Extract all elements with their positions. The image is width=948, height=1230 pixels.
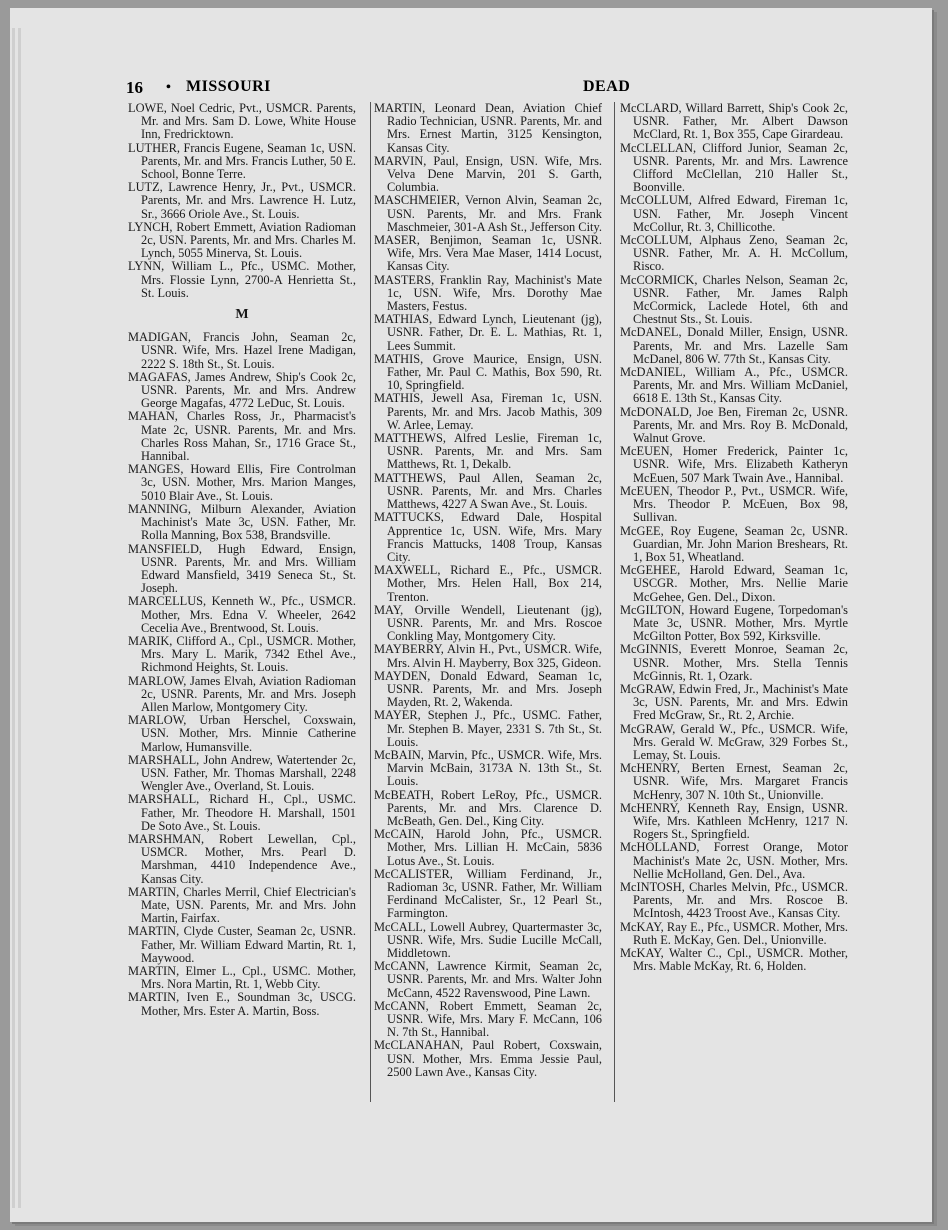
- casualty-entry: MARLOW, James Elvah, Aviation Radioman 2c, USNR. Parents, Mr. and Mrs. Joseph Allen Marlow, Montgomery City.: [128, 673, 356, 714]
- column-2: [374, 102, 602, 1079]
- casualty-entry: McHOLLAND, Forrest Orange, Motor Machinist's Mate 2c, USN. Mother, Mrs. Nellie McHolland, Gen. Del., Ava.: [620, 840, 848, 881]
- state-title: MISSOURI: [186, 78, 271, 95]
- casualty-entry: McCALL, Lowell Aubrey, Quartermaster 3c, USNR. Wife, Mrs. Sudie Lucille McCall, Middletown.: [374, 919, 602, 960]
- casualty-entry: MAY, Orville Wendell, Lieutenant (jg), USNR. Parents, Mr. and Mrs. Roscoe Conkling May, Montgomery City.: [374, 602, 602, 644]
- casualty-entry: McEUEN, Homer Frederick, Painter 1c, USNR. Wife, Mrs. Elizabeth Katheryn McEuen, 507 Mark Twain Ave., Hannibal.: [620, 444, 848, 485]
- casualty-entry: McCLANAHAN, Paul Robert, Coxswain, USN. Mother, Mrs. Emma Jessie Paul, 2500 Lawn Ave., Kansas City.: [374, 1038, 602, 1079]
- casualty-entry: MARVIN, Paul, Ensign, USN. Wife, Mrs. Velva Dene Marvin, 201 S. Garth, Columbia.: [374, 153, 602, 195]
- casualty-entry: McCALISTER, William Ferdinand, Jr., Radioman 3c, USNR. Father, Mr. William Ferdinand McCalister, Sr., 12 Pearl St., Farmington.: [374, 866, 602, 921]
- casualty-entry: MATTHEWS, Paul Allen, Seaman 2c, USNR. Parents, Mr. and Mrs. Charles Matthews, 4227 A Swan Ave., St. Louis.: [374, 470, 602, 512]
- casualty-entry: McBAIN, Marvin, Pfc., USMCR. Wife, Mrs. Marvin McBain, 3173A N. 13th St., St. Louis.: [374, 747, 602, 789]
- casualty-entry: MASTERS, Franklin Ray, Machinist's Mate 1c, USN. Wife, Mrs. Dorothy Mae Masters, Festus.: [374, 272, 602, 314]
- letter-heading: M: [235, 307, 249, 323]
- casualty-entry: MARCELLUS, Kenneth W., Pfc., USMCR. Mother, Mrs. Edna V. Wheeler, 2642 Cecelia Ave., Brentwood, St. Louis.: [128, 594, 356, 635]
- casualty-entry: McCOLLUM, Alphaus Zeno, Seaman 2c, USNR. Father, Mr. A. H. McCollum, Risco.: [620, 233, 848, 274]
- casualty-entry: MASCHMEIER, Vernon Alvin, Seaman 2c, USN. Parents, Mr. and Mrs. Frank Maschmeier, 301-A Ash St., Jefferson City.: [374, 193, 602, 234]
- casualty-entry: MARIK, Clifford A., Cpl., USMCR. Mother, Mrs. Mary L. Marik, 7342 Ethel Ave., Richmond Heights, St. Louis.: [128, 633, 356, 675]
- casualty-entry: MATTHEWS, Alfred Leslie, Fireman 1c, USNR. Parents, Mr. and Mrs. Sam Matthews, Rt. 1, Dekalb.: [374, 431, 602, 472]
- casualty-entry: MAYDEN, Donald Edward, Seaman 1c, USNR. Parents, Mr. and Mrs. Joseph Mayden, Rt. 2, Wakenda.: [374, 668, 602, 710]
- casualty-entry: MATHIAS, Edward Lynch, Lieutenant (jg), USNR. Father, Dr. E. L. Mathias, Rt. 1, Lees Summit.: [374, 312, 602, 353]
- casualty-entry: MANGES, Howard Ellis, Fire Controlman 3c, USN. Mother, Mrs. Marion Manges, 5010 Blair Ave., St. Louis.: [128, 462, 356, 503]
- casualty-entry: McINTOSH, Charles Melvin, Pfc., USMCR. Parents, Mr. and Mrs. Roscoe B. McIntosh, 4423 Troost Ave., Kansas City.: [620, 879, 848, 921]
- paper-edge-left: [12, 28, 15, 1208]
- casualty-entry: MANNING, Milburn Alexander, Aviation Machinist's Mate 3c, USN. Father, Mr. Rolla Manning, Box 538, Brandsville.: [128, 501, 356, 543]
- casualty-entry: MAGAFAS, James Andrew, Ship's Cook 2c, USNR. Parents, Mr. and Mrs. Andrew George Magafas, 4772 LeDuc, St. Louis.: [128, 369, 356, 411]
- casualty-entry: MATTUCKS, Edward Dale, Hospital Apprentice 1c, USN. Wife, Mrs. Mary Francis Mattucks, 1408 Troup, Kansas City.: [374, 510, 602, 564]
- casualty-entry: McKAY, Ray E., Pfc., USMCR. Mother, Mrs. Ruth E. McKay, Gen. Del., Unionville.: [620, 919, 848, 947]
- section-title: DEAD: [583, 78, 631, 95]
- casualty-entry: McKAY, Walter C., Cpl., USMCR. Mother, Mrs. Mable McKay, Rt. 6, Holden.: [620, 946, 848, 974]
- casualty-entry: McGRAW, Edwin Fred, Jr., Machinist's Mate 3c, USN. Parents, Mr. and Mrs. Edwin Fred McGraw, Sr., Rt. 2, Archie.: [620, 681, 848, 723]
- casualty-entry: McDANIEL, William A., Pfc., USMCR. Parents, Mr. and Mrs. William McDaniel, 6618 E. 13th St., Kansas City.: [620, 365, 848, 406]
- casualty-entry: McGEE, Roy Eugene, Seaman 2c, USNR. Guardian, Mr. John Marion Breshears, Rt. 1, Box 51, Wheatland.: [620, 523, 848, 564]
- casualty-entry: McCLELLAN, Clifford Junior, Seaman 2c, USNR. Parents, Mr. and Mrs. Lawrence Clifford McClellan, 210 Haller St., Boonville.: [620, 140, 848, 195]
- casualty-entry: MADIGAN, Francis John, Seaman 2c, USNR. Wife, Mrs. Hazel Irene Madigan, 2222 S. 18th St., St. Louis.: [128, 330, 356, 371]
- column-1: [128, 102, 356, 1018]
- column-rule-1: [370, 102, 371, 1102]
- casualty-entry: MANSFIELD, Hugh Edward, Ensign, USNR. Parents, Mr. and Mrs. William Edward Mansfield, 3419 Seneca St., St. Joseph.: [128, 541, 356, 596]
- casualty-entry: MARSHMAN, Robert Lewellan, Cpl., USMCR. Mother, Mrs. Pearl D. Marshman, 4410 Independence Ave., Kansas City.: [128, 831, 356, 886]
- casualty-entry: McCLARD, Willard Barrett, Ship's Cook 2c, USNR. Father, Mr. Albert Dawson McClard, Rt. 1, Box 355, Cape Girardeau.: [620, 101, 848, 142]
- casualty-entry: McHENRY, Kenneth Ray, Ensign, USNR. Wife, Mrs. Kathleen McHenry, 1217 N. Rogers St., Springfield.: [620, 800, 848, 842]
- paper-edge-left-inner: [18, 28, 21, 1208]
- casualty-entry: MAYBERRY, Alvin H., Pvt., USMCR. Wife, Mrs. Alvin H. Mayberry, Box 325, Gideon.: [374, 642, 602, 670]
- casualty-entry: McHENRY, Berten Ernest, Seaman 2c, USNR. Wife, Mrs. Margaret Francis McHenry, 307 N. 10th St., Unionville.: [620, 761, 848, 802]
- casualty-entry: McCAIN, Harold John, Pfc., USMCR. Mother, Mrs. Lillian H. McCain, 5836 Lotus Ave., St. Louis.: [374, 827, 602, 868]
- casualty-entry: LYNCH, Robert Emmett, Aviation Radioman 2c, USN. Parents, Mr. and Mrs. Charles M. Lynch, 5055 Minerva, St. Louis.: [128, 219, 356, 261]
- casualty-entry: MARSHALL, Richard H., Cpl., USMC. Father, Mr. Theodore H. Marshall, 1501 De Soto Ave., St. Louis.: [128, 792, 356, 833]
- casualty-entry: McCANN, Robert Emmett, Seaman 2c, USNR. Wife, Mrs. Mary F. McCann, 106 N. 7th St., Hannibal.: [374, 998, 602, 1040]
- page-number: 16: [126, 78, 143, 97]
- casualty-entry: MAHAN, Charles Ross, Jr., Pharmacist's Mate 2c, USNR. Parents, Mr. and Mrs. Charles Ross Mahan, Sr., 1716 Grace St., Hannibal.: [128, 409, 356, 464]
- page-header: [118, 78, 832, 100]
- casualty-entry: McGINNIS, Everett Monroe, Seaman 2c, USNR. Mother, Mrs. Stella Tennis McGinnis, Rt. 1, Ozark.: [620, 642, 848, 683]
- casualty-entry: MARSHALL, John Andrew, Watertender 2c, USN. Father, Mr. Thomas Marshall, 2248 Wengler Ave., Overland, St. Louis.: [128, 752, 356, 794]
- casualty-entry: MATHIS, Jewell Asa, Fireman 1c, USN. Parents, Mr. and Mrs. Jacob Mathis, 309 W. Arlee, Lemay.: [374, 391, 602, 432]
- casualty-entry: MARTIN, Iven E., Soundman 3c, USCG. Mother, Mrs. Ester A. Martin, Boss.: [128, 990, 356, 1018]
- casualty-entry: MASER, Benjimon, Seaman 1c, USNR. Wife, Mrs. Vera Mae Maser, 1414 Locust, Kansas City.: [374, 233, 602, 274]
- casualty-entry: McDANEL, Donald Miller, Ensign, USNR. Parents, Mr. and Mrs. Lazelle Sam McDanel, 806 W. 77th St., Kansas City.: [620, 325, 848, 366]
- casualty-entry: McGRAW, Gerald W., Pfc., USMCR. Wife, Mrs. Gerald W. McGraw, 329 Forbes St., Lemay, St. Louis.: [620, 721, 848, 762]
- casualty-entry: MARTIN, Elmer L., Cpl., USMC. Mother, Mrs. Nora Martin, Rt. 1, Webb City.: [128, 964, 356, 992]
- casualty-entry: MAXWELL, Richard E., Pfc., USMCR. Mother, Mrs. Helen Hall, Box 214, Trenton.: [374, 563, 602, 604]
- casualty-entry: MARLOW, Urban Herschel, Coxswain, USN. Mother, Mrs. Minnie Catherine Marlow, Humansville.: [128, 713, 356, 754]
- header-bullet: •: [166, 80, 171, 95]
- casualty-entry: McGEHEE, Harold Edward, Seaman 1c, USCGR. Mother, Mrs. Nellie Marie McGehee, Gen. Del., Dixon.: [620, 563, 848, 604]
- casualty-entry: LUTZ, Lawrence Henry, Jr., Pvt., USMCR. Parents, Mr. and Mrs. Lawrence H. Lutz, Sr., 3666 Oriole Ave., St. Louis.: [128, 180, 356, 221]
- casualty-entry: McEUEN, Theodor P., Pvt., USMCR. Wife, Mrs. Theodor P. McEuen, Box 98, Sullivan.: [620, 483, 848, 525]
- casualty-entry: McCOLLUM, Alfred Edward, Fireman 1c, USN. Father, Mr. Joseph Vincent McCollur, Rt. 3, Chillicothe.: [620, 193, 848, 234]
- column-rule-2: [614, 102, 615, 1102]
- casualty-entry: MARTIN, Charles Merril, Chief Electrician's Mate, USN. Parents, Mr. and Mrs. John Martin, Fairfax.: [128, 884, 356, 926]
- casualty-entry: McDONALD, Joe Ben, Fireman 2c, USNR. Parents, Mr. and Mrs. Roy B. McDonald, Walnut Grove.: [620, 404, 848, 446]
- casualty-entry: MARTIN, Clyde Custer, Seaman 2c, USNR. Father, Mr. William Edward Martin, Rt. 1, Maywood.: [128, 924, 356, 965]
- casualty-entry: MARTIN, Leonard Dean, Aviation Chief Radio Technician, USNR. Parents, Mr. and Mrs. Ernest Martin, 3125 Kensington, Kansas City.: [374, 101, 602, 155]
- casualty-entry: McGILTON, Howard Eugene, Torpedoman's Mate 3c, USNR. Mother, Mrs. Myrtle McGilton Potter, Box 592, Kirksville.: [620, 602, 848, 644]
- casualty-entry: McCORMICK, Charles Nelson, Seaman 2c, USNR. Father, Mr. James Ralph McCormick, Laclede Hotel, 6th and Chestnut Sts., St. Louis.: [620, 272, 848, 327]
- casualty-entry: McBEATH, Robert LeRoy, Pfc., USMCR. Parents, Mr. and Mrs. Clarence D. McBeath, Gen. Del., King City.: [374, 787, 602, 828]
- casualty-entry: MAYER, Stephen J., Pfc., USMC. Father, Mr. Stephen B. Mayer, 2331 S. 7th St., St. Louis.: [374, 708, 602, 749]
- casualty-entry: MATHIS, Grove Maurice, Ensign, USN. Father, Mr. Paul C. Mathis, Box 590, Rt. 10, Springfield.: [374, 351, 602, 393]
- casualty-entry: LUTHER, Francis Eugene, Seaman 1c, USN. Parents, Mr. and Mrs. Francis Luther, 50 E. School, Bonne Terre.: [128, 140, 356, 182]
- casualty-entry: LOWE, Noel Cedric, Pvt., USMCR. Parents, Mr. and Mrs. Sam D. Lowe, White House Inn, Fredricktown.: [128, 101, 356, 142]
- column-3: [620, 102, 848, 973]
- casualty-entry: McCANN, Lawrence Kirmit, Seaman 2c, USNR. Parents, Mr. and Mrs. Walter John McCann, 4522 Ravenswood, Pine Lawn.: [374, 959, 602, 1000]
- casualty-entry: LYNN, William L., Pfc., USMC. Mother, Mrs. Flossie Lynn, 2700-A Henrietta St., St. Louis.: [128, 259, 356, 300]
